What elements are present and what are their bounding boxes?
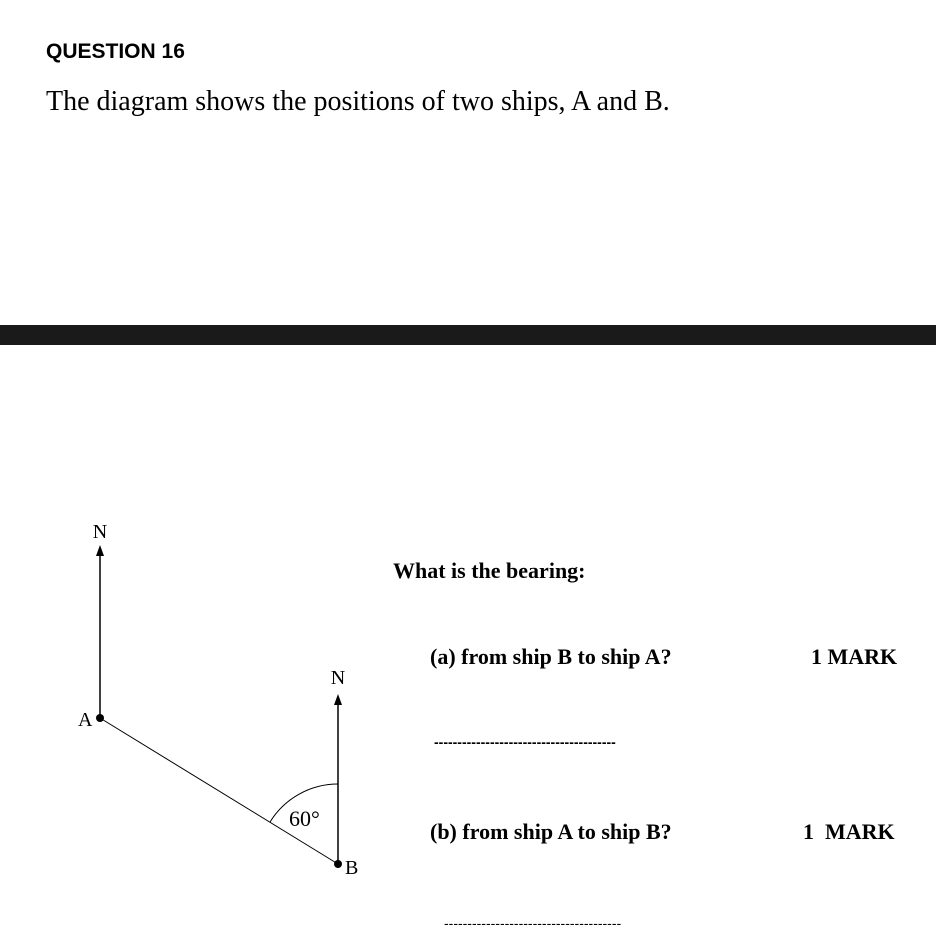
part-b-label: (b) from ship A to ship B?	[430, 819, 672, 844]
ship-a-dot	[96, 714, 104, 722]
north-label-a: N	[92, 521, 108, 543]
part-b-marks: 1 MARK	[803, 819, 895, 844]
part-b-answer-line[interactable]: --------------------------------------	[444, 915, 622, 931]
part-a-answer-line[interactable]: ---------------------------------------	[434, 734, 616, 750]
question-intro: The diagram shows the positions of two ships, A and B.	[46, 86, 670, 117]
ship-a-label: A	[78, 709, 93, 731]
north-arrow-b	[334, 694, 342, 705]
part-a-marks: 1 MARK	[811, 644, 898, 669]
north-arrow-a	[96, 545, 104, 556]
line-a-to-b	[100, 718, 338, 864]
angle-label: 60°	[289, 806, 320, 831]
bearing-prompt: What is the bearing:	[393, 558, 586, 583]
part-a-label: (a) from ship B to ship A?	[430, 644, 672, 669]
north-label-b: N	[330, 667, 346, 689]
ship-b-dot	[334, 860, 342, 868]
ship-b-label: B	[345, 857, 359, 879]
question-number: QUESTION 16	[46, 40, 185, 63]
